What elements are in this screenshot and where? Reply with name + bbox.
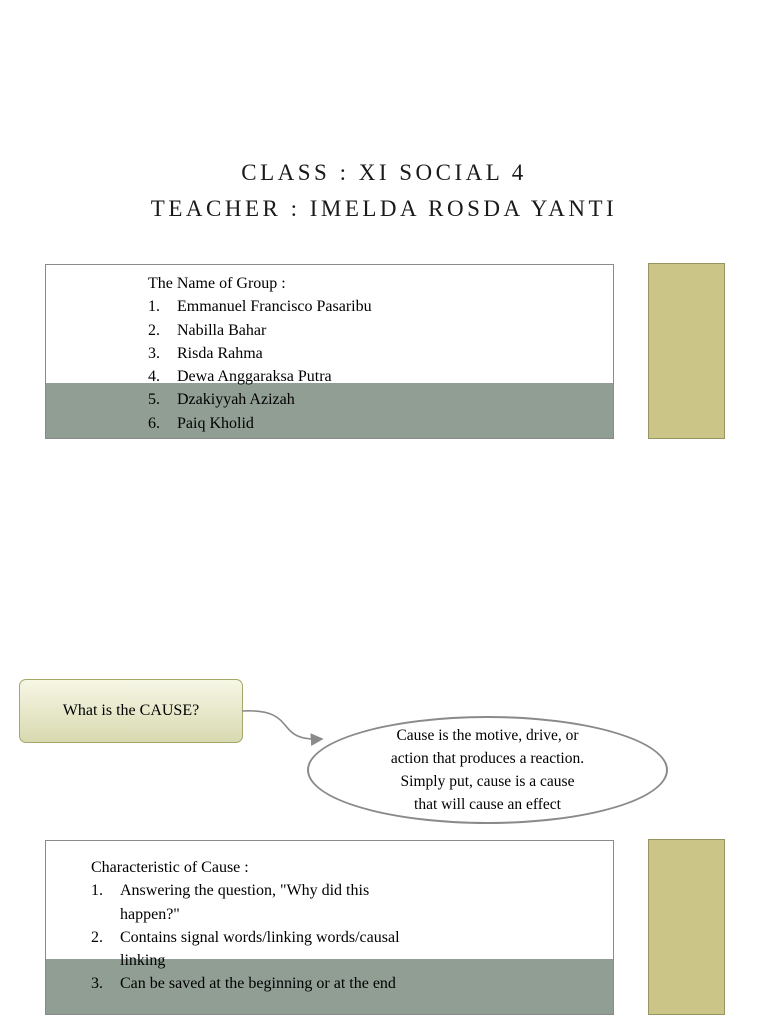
group-title: The Name of Group : [148,275,286,292]
list-number: 5. [148,391,160,409]
item-line: Answering the question, "Why did this [120,882,370,900]
item-line: Contains signal words/linking words/causal [120,928,400,946]
cause-definition [358,724,618,816]
list-number: 6. [148,414,160,432]
list-item [91,972,400,995]
cause-definition-ellipse [307,716,668,824]
member-name: Dzakiyyah Azizah [177,391,295,409]
list-item [91,926,400,973]
definition-line: Simply put, cause is a cause [400,773,575,790]
member-name: Nabilla Bahar [177,321,267,339]
characteristics-list [91,856,400,996]
member-name: Paiq Kholid [177,414,254,432]
member-name: Risda Rahma [177,344,263,362]
item-line: happen?" [120,905,180,923]
member-name: Emmanuel Francisco Pasaribu [177,298,372,316]
member-name: Dewa Anggaraksa Putra [177,368,332,386]
list-number: 1. [91,882,103,900]
definition-line: action that produces a reaction. [390,750,585,767]
list-number: 3. [148,344,160,362]
characteristics-panel [45,840,614,1015]
list-number: 4. [148,368,160,386]
definition-line: that will cause an effect [414,796,561,813]
list-item [91,879,400,926]
characteristics-title: Characteristic of Cause : [91,859,249,876]
cause-question: What is the CAUSE? [62,702,200,719]
teacher-heading: TEACHER : IMELDA ROSDA YANTI [150,196,618,221]
side-accent-block [648,839,725,1015]
list-number: 1. [148,298,160,316]
item-line: Can be saved at the beginning or at the end [120,975,396,993]
definition-line: Cause is the motive, drive, or [396,727,579,744]
list-number: 3. [91,975,103,993]
list-number: 2. [148,321,160,339]
list-number: 2. [91,928,103,946]
class-heading: CLASS : XI SOCIAL 4 [241,160,527,185]
item-line: linking [120,952,166,970]
